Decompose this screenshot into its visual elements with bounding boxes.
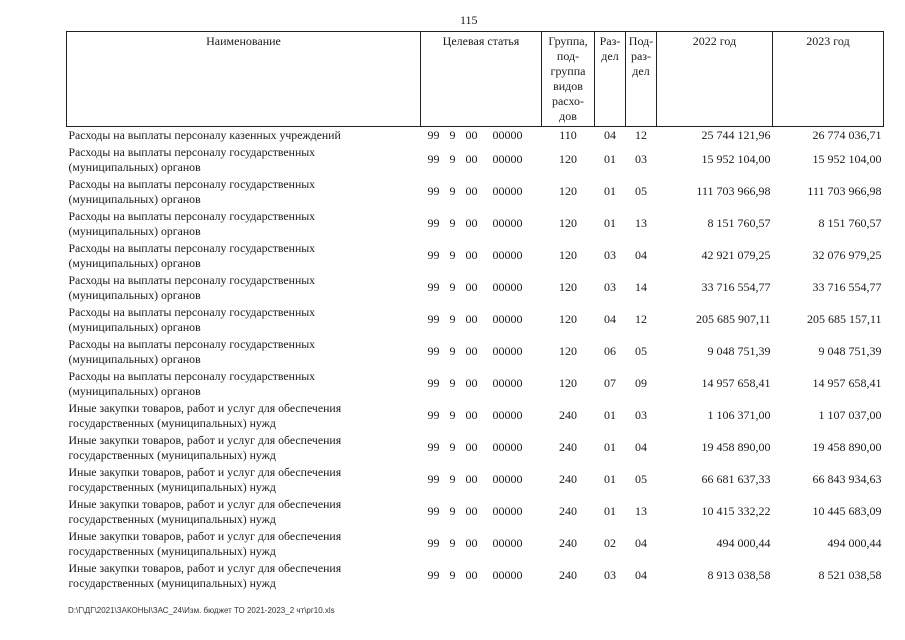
target-subprogram: 9 <box>449 504 456 519</box>
row-section: 01 <box>604 152 616 167</box>
header-name: Наименование <box>67 32 421 127</box>
row-name-line: Расходы на выплаты персоналу государственных <box>68 369 316 383</box>
table-header <box>67 32 884 127</box>
row-name-line: Расходы на выплаты персоналу государственных <box>68 209 316 223</box>
row-target-article <box>421 144 542 176</box>
row-name-line: Расходы на выплаты персоналу государственных <box>68 145 316 159</box>
header-subsection-line: дел <box>632 64 650 78</box>
row-target-article <box>421 304 542 336</box>
table-row <box>67 432 884 464</box>
row-section: 07 <box>604 376 616 391</box>
row-name-line: государственных (муниципальных) нужд <box>68 511 276 526</box>
row-name <box>67 368 421 400</box>
row-target-article <box>421 176 542 208</box>
target-direction: 00000 <box>492 568 523 583</box>
target-subprogram: 9 <box>449 128 456 142</box>
row-subsection: 03 <box>635 152 647 167</box>
row-section: 01 <box>604 216 616 231</box>
row-amount-2022: 19 458 890,00 <box>701 440 771 455</box>
header-group-line: расхо- <box>551 94 585 108</box>
row-amount-2022: 111 703 966,98 <box>696 184 771 199</box>
row-subsection: 13 <box>635 216 647 231</box>
row-target-article <box>421 272 542 304</box>
row-section: 01 <box>604 184 616 199</box>
row-target-article <box>421 432 542 464</box>
row-amount-2023: 205 685 157,11 <box>806 312 882 327</box>
table-row <box>67 496 884 528</box>
row-name <box>67 496 421 528</box>
target-program: 99 <box>427 152 440 167</box>
row-name-line: государственных (муниципальных) нужд <box>68 479 276 494</box>
row-subsection: 14 <box>635 280 647 295</box>
row-name-line: государственных (муниципальных) нужд <box>68 447 276 462</box>
row-subsection: 13 <box>635 504 647 519</box>
row-target-article <box>421 496 542 528</box>
row-expense-group: 120 <box>559 280 577 295</box>
row-name-line: Иные закупки товаров, работ и услуг для обеспечения <box>68 561 342 575</box>
row-name-line: Иные закупки товаров, работ и услуг для обеспечения <box>68 401 342 415</box>
row-name <box>67 240 421 272</box>
target-subprogram: 9 <box>449 248 456 263</box>
target-event: 00 <box>465 184 478 199</box>
header-group-line: под- <box>556 49 580 63</box>
header-subsection <box>626 32 657 127</box>
row-name-line: (муниципальных) органов <box>68 383 201 398</box>
target-program: 99 <box>427 128 440 142</box>
row-name-line: (муниципальных) органов <box>68 287 201 302</box>
row-subsection: 04 <box>635 440 647 455</box>
target-subprogram: 9 <box>449 536 456 551</box>
row-amount-2023: 10 445 683,09 <box>812 504 882 519</box>
target-program: 99 <box>427 536 440 551</box>
row-section: 02 <box>604 536 616 551</box>
target-event: 00 <box>465 216 478 231</box>
row-section: 04 <box>604 312 616 327</box>
target-direction: 00000 <box>492 128 523 142</box>
row-expense-group: 120 <box>559 344 577 359</box>
target-subprogram: 9 <box>449 376 456 391</box>
row-name <box>67 432 421 464</box>
table-row <box>67 240 884 272</box>
target-event: 00 <box>465 128 478 142</box>
row-name <box>67 304 421 336</box>
header-section-line: дел <box>601 49 619 63</box>
row-name <box>67 176 421 208</box>
row-target-article <box>421 208 542 240</box>
header-2023: 2023 год <box>773 32 884 127</box>
row-name-line: (муниципальных) органов <box>68 223 201 238</box>
row-name <box>67 272 421 304</box>
target-direction: 00000 <box>492 504 523 519</box>
row-target-article <box>421 240 542 272</box>
target-program: 99 <box>427 312 440 327</box>
target-program: 99 <box>427 568 440 583</box>
target-program: 99 <box>427 248 440 263</box>
row-expense-group: 240 <box>559 568 577 583</box>
target-event: 00 <box>465 280 478 295</box>
row-amount-2022: 66 681 637,33 <box>701 472 771 487</box>
file-path-footer: D:\Г\ДГ\2021\ЗАКОНЫ\ЗАС_24\Изм. бюджет ТО 2021-2023_2 чт\рг10.xls <box>68 606 335 615</box>
target-program: 99 <box>427 280 440 295</box>
row-subsection: 04 <box>635 568 647 583</box>
row-section: 03 <box>604 248 616 263</box>
target-subprogram: 9 <box>449 472 456 487</box>
row-amount-2022: 33 716 554,77 <box>701 280 771 295</box>
row-amount-2022: 15 952 104,00 <box>701 152 771 167</box>
header-2022: 2022 год <box>657 32 773 127</box>
row-expense-group: 120 <box>559 312 577 327</box>
target-event: 00 <box>465 568 478 583</box>
row-amount-2023: 14 957 658,41 <box>812 376 882 391</box>
target-event: 00 <box>465 504 478 519</box>
target-direction: 00000 <box>492 152 523 167</box>
row-expense-group: 120 <box>559 376 577 391</box>
row-name-line: Иные закупки товаров, работ и услуг для обеспечения <box>68 529 342 543</box>
row-section: 01 <box>604 472 616 487</box>
row-name <box>67 127 421 144</box>
row-name-line: Иные закупки товаров, работ и услуг для обеспечения <box>68 497 342 511</box>
row-subsection: 04 <box>635 536 647 551</box>
row-amount-2023: 9 048 751,39 <box>818 344 882 359</box>
row-amount-2022: 1 106 371,00 <box>707 408 771 423</box>
target-direction: 00000 <box>492 248 523 263</box>
row-name-line: Расходы на выплаты персоналу государственных <box>68 337 316 351</box>
target-direction: 00000 <box>492 376 523 391</box>
target-event: 00 <box>465 536 478 551</box>
row-amount-2022: 42 921 079,25 <box>701 248 771 263</box>
row-name-line: государственных (муниципальных) нужд <box>68 575 276 590</box>
row-name <box>67 400 421 432</box>
row-name <box>67 528 421 560</box>
target-event: 00 <box>465 312 478 327</box>
target-program: 99 <box>427 440 440 455</box>
row-name <box>67 560 421 592</box>
row-name <box>67 208 421 240</box>
row-expense-group: 120 <box>559 248 577 263</box>
target-direction: 00000 <box>492 440 523 455</box>
header-section <box>595 32 626 127</box>
row-amount-2023: 494 000,44 <box>827 536 882 551</box>
row-subsection: 03 <box>635 408 647 423</box>
header-group-line: видов <box>553 79 583 93</box>
row-amount-2023: 19 458 890,00 <box>812 440 882 455</box>
row-amount-2023: 1 107 037,00 <box>818 408 882 423</box>
row-subsection: 12 <box>635 312 647 327</box>
header-subsection-line: раз- <box>630 49 652 63</box>
table-row <box>67 400 884 432</box>
row-amount-2023: 8 151 760,57 <box>818 216 882 231</box>
row-name-line: Расходы на выплаты персоналу казенных учреждений <box>68 128 341 142</box>
target-subprogram: 9 <box>449 408 456 423</box>
target-subprogram: 9 <box>449 568 456 583</box>
target-subprogram: 9 <box>449 344 456 359</box>
table-row <box>67 304 884 336</box>
row-section: 04 <box>604 128 616 142</box>
row-amount-2023: 8 521 038,58 <box>818 568 882 583</box>
target-event: 00 <box>465 376 478 391</box>
row-amount-2023: 111 703 966,98 <box>807 184 882 199</box>
table-row <box>67 464 884 496</box>
table-row <box>67 144 884 176</box>
table-body <box>67 127 884 592</box>
table-row <box>67 368 884 400</box>
row-expense-group: 240 <box>559 536 577 551</box>
row-section: 03 <box>604 280 616 295</box>
table-row <box>67 127 884 144</box>
row-name-line: Расходы на выплаты персоналу государственных <box>68 241 316 255</box>
table-row <box>67 272 884 304</box>
row-subsection: 05 <box>635 184 647 199</box>
row-expense-group: 110 <box>559 128 577 142</box>
row-amount-2023: 26 774 036,71 <box>812 128 882 142</box>
row-target-article <box>421 400 542 432</box>
row-amount-2023: 15 952 104,00 <box>812 152 882 167</box>
row-subsection: 12 <box>635 128 647 142</box>
target-event: 00 <box>465 472 478 487</box>
page-number: 115 <box>460 13 478 27</box>
row-target-article <box>421 528 542 560</box>
table-row <box>67 560 884 592</box>
row-amount-2023: 32 076 979,25 <box>812 248 882 263</box>
table-row <box>67 208 884 240</box>
table-row <box>67 176 884 208</box>
row-section: 06 <box>604 344 616 359</box>
target-subprogram: 9 <box>449 312 456 327</box>
row-name <box>67 144 421 176</box>
target-event: 00 <box>465 248 478 263</box>
row-name-line: Иные закупки товаров, работ и услуг для обеспечения <box>68 465 342 479</box>
row-amount-2022: 9 048 751,39 <box>707 344 771 359</box>
row-section: 01 <box>604 504 616 519</box>
target-direction: 00000 <box>492 216 523 231</box>
row-expense-group: 120 <box>559 184 577 199</box>
target-direction: 00000 <box>492 408 523 423</box>
row-amount-2022: 205 685 907,11 <box>695 312 771 327</box>
target-subprogram: 9 <box>449 184 456 199</box>
target-subprogram: 9 <box>449 216 456 231</box>
row-section: 01 <box>604 408 616 423</box>
row-name-line: (муниципальных) органов <box>68 319 201 334</box>
row-subsection: 04 <box>635 248 647 263</box>
row-section: 03 <box>604 568 616 583</box>
row-name-line: Расходы на выплаты персоналу государственных <box>68 273 316 287</box>
row-subsection: 05 <box>635 344 647 359</box>
table-row <box>67 528 884 560</box>
row-amount-2022: 25 744 121,96 <box>701 128 771 142</box>
row-target-article <box>421 368 542 400</box>
row-name-line: Расходы на выплаты персоналу государственных <box>68 305 316 319</box>
row-expense-group: 240 <box>559 408 577 423</box>
target-program: 99 <box>427 504 440 519</box>
row-amount-2022: 10 415 332,22 <box>701 504 771 519</box>
target-program: 99 <box>427 344 440 359</box>
target-program: 99 <box>427 184 440 199</box>
target-subprogram: 9 <box>449 440 456 455</box>
header-group-line: Группа, <box>548 34 588 48</box>
header-group-line: дов <box>559 109 577 123</box>
row-name <box>67 336 421 368</box>
target-direction: 00000 <box>492 472 523 487</box>
target-direction: 00000 <box>492 344 523 359</box>
row-expense-group: 240 <box>559 472 577 487</box>
row-name-line: Расходы на выплаты персоналу государственных <box>68 177 316 191</box>
row-name-line: государственных (муниципальных) нужд <box>68 415 276 430</box>
target-direction: 00000 <box>492 184 523 199</box>
row-expense-group: 240 <box>559 440 577 455</box>
row-name <box>67 464 421 496</box>
header-group-line: группа <box>550 64 586 78</box>
row-name-line: (муниципальных) органов <box>68 255 201 270</box>
row-amount-2023: 66 843 934,63 <box>812 472 882 487</box>
row-expense-group: 120 <box>559 216 577 231</box>
row-section: 01 <box>604 440 616 455</box>
row-amount-2022: 8 151 760,57 <box>707 216 771 231</box>
row-amount-2022: 14 957 658,41 <box>701 376 771 391</box>
row-name-line: (муниципальных) органов <box>68 191 201 206</box>
target-direction: 00000 <box>492 312 523 327</box>
row-target-article <box>421 560 542 592</box>
row-subsection: 05 <box>635 472 647 487</box>
row-target-article <box>421 127 542 144</box>
target-direction: 00000 <box>492 536 523 551</box>
target-program: 99 <box>427 216 440 231</box>
target-program: 99 <box>427 408 440 423</box>
row-name-line: Иные закупки товаров, работ и услуг для обеспечения <box>68 433 342 447</box>
target-direction: 00000 <box>492 280 523 295</box>
target-subprogram: 9 <box>449 280 456 295</box>
target-event: 00 <box>465 152 478 167</box>
header-target-article: Целевая статья <box>421 32 542 127</box>
table-row <box>67 336 884 368</box>
row-expense-group: 240 <box>559 504 577 519</box>
row-subsection: 09 <box>635 376 647 391</box>
target-event: 00 <box>465 440 478 455</box>
row-amount-2023: 33 716 554,77 <box>812 280 882 295</box>
row-name-line: (муниципальных) органов <box>68 351 201 366</box>
target-program: 99 <box>427 472 440 487</box>
target-event: 00 <box>465 344 478 359</box>
row-amount-2022: 494 000,44 <box>716 536 771 551</box>
row-expense-group: 120 <box>559 152 577 167</box>
row-name-line: (муниципальных) органов <box>68 159 201 174</box>
header-subsection-line: Под- <box>628 34 654 48</box>
budget-table <box>66 31 884 592</box>
target-event: 00 <box>465 408 478 423</box>
row-target-article <box>421 336 542 368</box>
target-program: 99 <box>427 376 440 391</box>
row-target-article <box>421 464 542 496</box>
row-amount-2022: 8 913 038,58 <box>707 568 771 583</box>
header-section-line: Раз- <box>599 34 621 48</box>
row-name-line: государственных (муниципальных) нужд <box>68 543 276 558</box>
header-group <box>542 32 595 127</box>
target-subprogram: 9 <box>449 152 456 167</box>
